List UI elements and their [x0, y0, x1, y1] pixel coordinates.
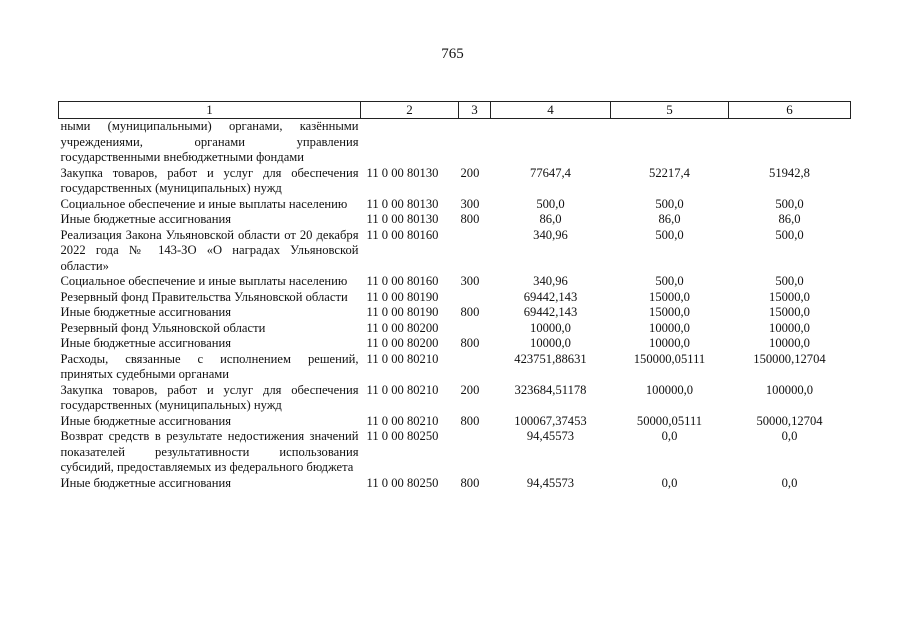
row-expense-type: 800	[460, 305, 480, 319]
row-code: 11 0 00 80130	[366, 212, 439, 226]
row-code: 11 0 00 80210	[366, 351, 439, 366]
row-code: 11 0 00 80130	[366, 196, 439, 211]
row-value-1	[491, 119, 611, 166]
table-row	[59, 383, 851, 414]
row-value-3: 500,0	[775, 227, 804, 242]
row-value-3: 500,0	[775, 196, 804, 211]
row-name: Реализация Закона Ульяновской области от 20 декабря 2022 года № 143-ЗО «О наградах Ульяновской области»	[60, 227, 359, 273]
header-cell-2: 2	[361, 102, 459, 119]
row-value-2: 150000,05111	[633, 351, 706, 366]
row-value-2: 100000,0	[645, 382, 694, 397]
table-row	[59, 197, 851, 213]
table-header	[59, 102, 851, 119]
row-code: 11 0 00 80160	[366, 227, 439, 242]
row-value-1: 100067,37453	[514, 413, 587, 428]
row-value-1: 94,45573	[526, 475, 575, 490]
row-expense-type	[459, 119, 491, 166]
row-value-1: 94,45573	[526, 429, 575, 443]
row-value-1: 340,96	[533, 274, 568, 288]
row-code: 11 0 00 80210	[366, 413, 439, 428]
row-value-3: 100000,0	[765, 382, 814, 397]
row-name: Иные бюджетные ассигнования	[60, 212, 232, 226]
table-body	[59, 119, 851, 492]
row-value-2: 500,0	[655, 196, 684, 211]
row-expense-type	[459, 228, 491, 275]
row-value-2: 15000,0	[649, 289, 690, 304]
table-row	[59, 228, 851, 275]
row-value-3: 50000,12704	[756, 413, 823, 428]
row-value-1: 10000,0	[530, 320, 571, 335]
row-value-3: 500,0	[775, 274, 804, 288]
table-row	[59, 352, 851, 383]
row-expense-type	[459, 352, 491, 383]
table-row	[59, 336, 851, 352]
table-row	[59, 290, 851, 306]
row-value-3	[729, 119, 851, 166]
row-code: 11 0 00 80160	[366, 274, 439, 288]
row-expense-type: 800	[460, 475, 480, 490]
header-cell-1: 1	[59, 102, 361, 119]
row-value-3: 15000,0	[769, 305, 810, 319]
row-name: Иные бюджетные ассигнования	[60, 475, 232, 490]
row-value-2: 50000,05111	[636, 413, 703, 428]
row-value-3: 0,0	[781, 429, 798, 443]
row-code: 11 0 00 80250	[366, 475, 439, 490]
row-value-1: 77647,4	[530, 165, 571, 180]
row-value-1: 423751,88631	[514, 351, 587, 366]
row-expense-type: 300	[460, 274, 480, 288]
header-cell-5: 5	[611, 102, 729, 119]
row-value-1: 86,0	[539, 212, 562, 226]
row-expense-type	[459, 290, 491, 306]
header-cell-6: 6	[729, 102, 851, 119]
table-row	[59, 119, 851, 166]
page-number: 765	[441, 46, 464, 62]
row-expense-type: 800	[460, 212, 480, 226]
row-value-2: 500,0	[655, 227, 684, 242]
table-row	[59, 274, 851, 290]
budget-table	[58, 101, 851, 491]
row-name: Социальное обеспечение и иные выплаты населению	[60, 274, 348, 288]
row-name: Закупка товаров, работ и услуг для обеспечения государственных (муниципальных) нужд	[60, 165, 359, 195]
row-value-2: 52217,4	[649, 165, 690, 180]
row-value-3: 86,0	[778, 212, 801, 226]
row-expense-type: 800	[460, 413, 480, 428]
table-row	[59, 321, 851, 337]
row-name: Резервный фонд Правительства Ульяновской области	[60, 289, 348, 304]
row-expense-type: 300	[460, 196, 480, 211]
row-value-2: 10000,0	[649, 336, 690, 350]
row-value-1: 69442,143	[523, 289, 578, 304]
row-expense-type: 200	[460, 382, 480, 397]
row-code: 11 0 00 80190	[366, 305, 439, 319]
row-value-1: 10000,0	[530, 336, 571, 350]
row-code: 11 0 00 80200	[366, 336, 439, 350]
table-row	[59, 305, 851, 321]
row-value-3: 0,0	[781, 475, 798, 490]
row-value-2: 0,0	[661, 429, 678, 443]
row-value-2: 86,0	[658, 212, 681, 226]
row-code: 11 0 00 80130	[366, 165, 439, 180]
row-code: 11 0 00 80250	[366, 429, 439, 443]
row-name: Закупка товаров, работ и услуг для обеспечения государственных (муниципальных) нужд	[60, 382, 359, 412]
row-name: Резервный фонд Ульяновской области	[60, 320, 266, 335]
table-row	[59, 414, 851, 430]
row-value-3: 10000,0	[769, 320, 810, 335]
row-value-2	[611, 119, 729, 166]
row-value-2: 15000,0	[649, 305, 690, 319]
row-expense-type	[459, 321, 491, 337]
row-value-1: 323684,51178	[514, 382, 587, 397]
row-name: ными (муниципальными) органами, казёнными учреждениями, органами управления государственными внебюджетными фондами	[60, 119, 359, 164]
row-value-3: 15000,0	[769, 289, 810, 304]
row-name: Иные бюджетные ассигнования	[60, 413, 232, 428]
header-cell-4: 4	[491, 102, 611, 119]
row-code: 11 0 00 80200	[366, 320, 439, 335]
row-value-1: 500,0	[536, 196, 565, 211]
row-name: Иные бюджетные ассигнования	[60, 305, 232, 319]
row-value-2: 0,0	[661, 475, 678, 490]
table-row	[59, 476, 851, 492]
row-code: 11 0 00 80210	[366, 382, 439, 397]
row-code: 11 0 00 80190	[366, 289, 439, 304]
row-name: Иные бюджетные ассигнования	[60, 336, 232, 350]
row-value-3: 150000,12704	[753, 351, 826, 366]
row-name: Социальное обеспечение и иные выплаты населению	[60, 196, 348, 211]
row-value-3: 10000,0	[769, 336, 810, 350]
row-value-1: 69442,143	[523, 305, 578, 319]
row-expense-type: 800	[460, 336, 480, 350]
row-name: Расходы, связанные с исполнением решений, принятых судебными органами	[60, 351, 359, 381]
row-value-2: 500,0	[655, 274, 684, 288]
row-value-3: 51942,8	[769, 165, 810, 180]
table-row	[59, 212, 851, 228]
row-name: Возврат средств в результате недостижения значений показателей результативности использования субсидий, предоставляемых из федерального бюджета	[60, 429, 359, 474]
table-row	[59, 429, 851, 476]
row-value-2: 10000,0	[649, 320, 690, 335]
header-cell-3: 3	[459, 102, 491, 119]
table-row	[59, 166, 851, 197]
row-expense-type: 200	[460, 165, 480, 180]
row-value-1: 340,96	[533, 227, 568, 242]
row-expense-type	[459, 429, 491, 476]
header-row	[59, 102, 851, 119]
row-code	[361, 119, 459, 166]
